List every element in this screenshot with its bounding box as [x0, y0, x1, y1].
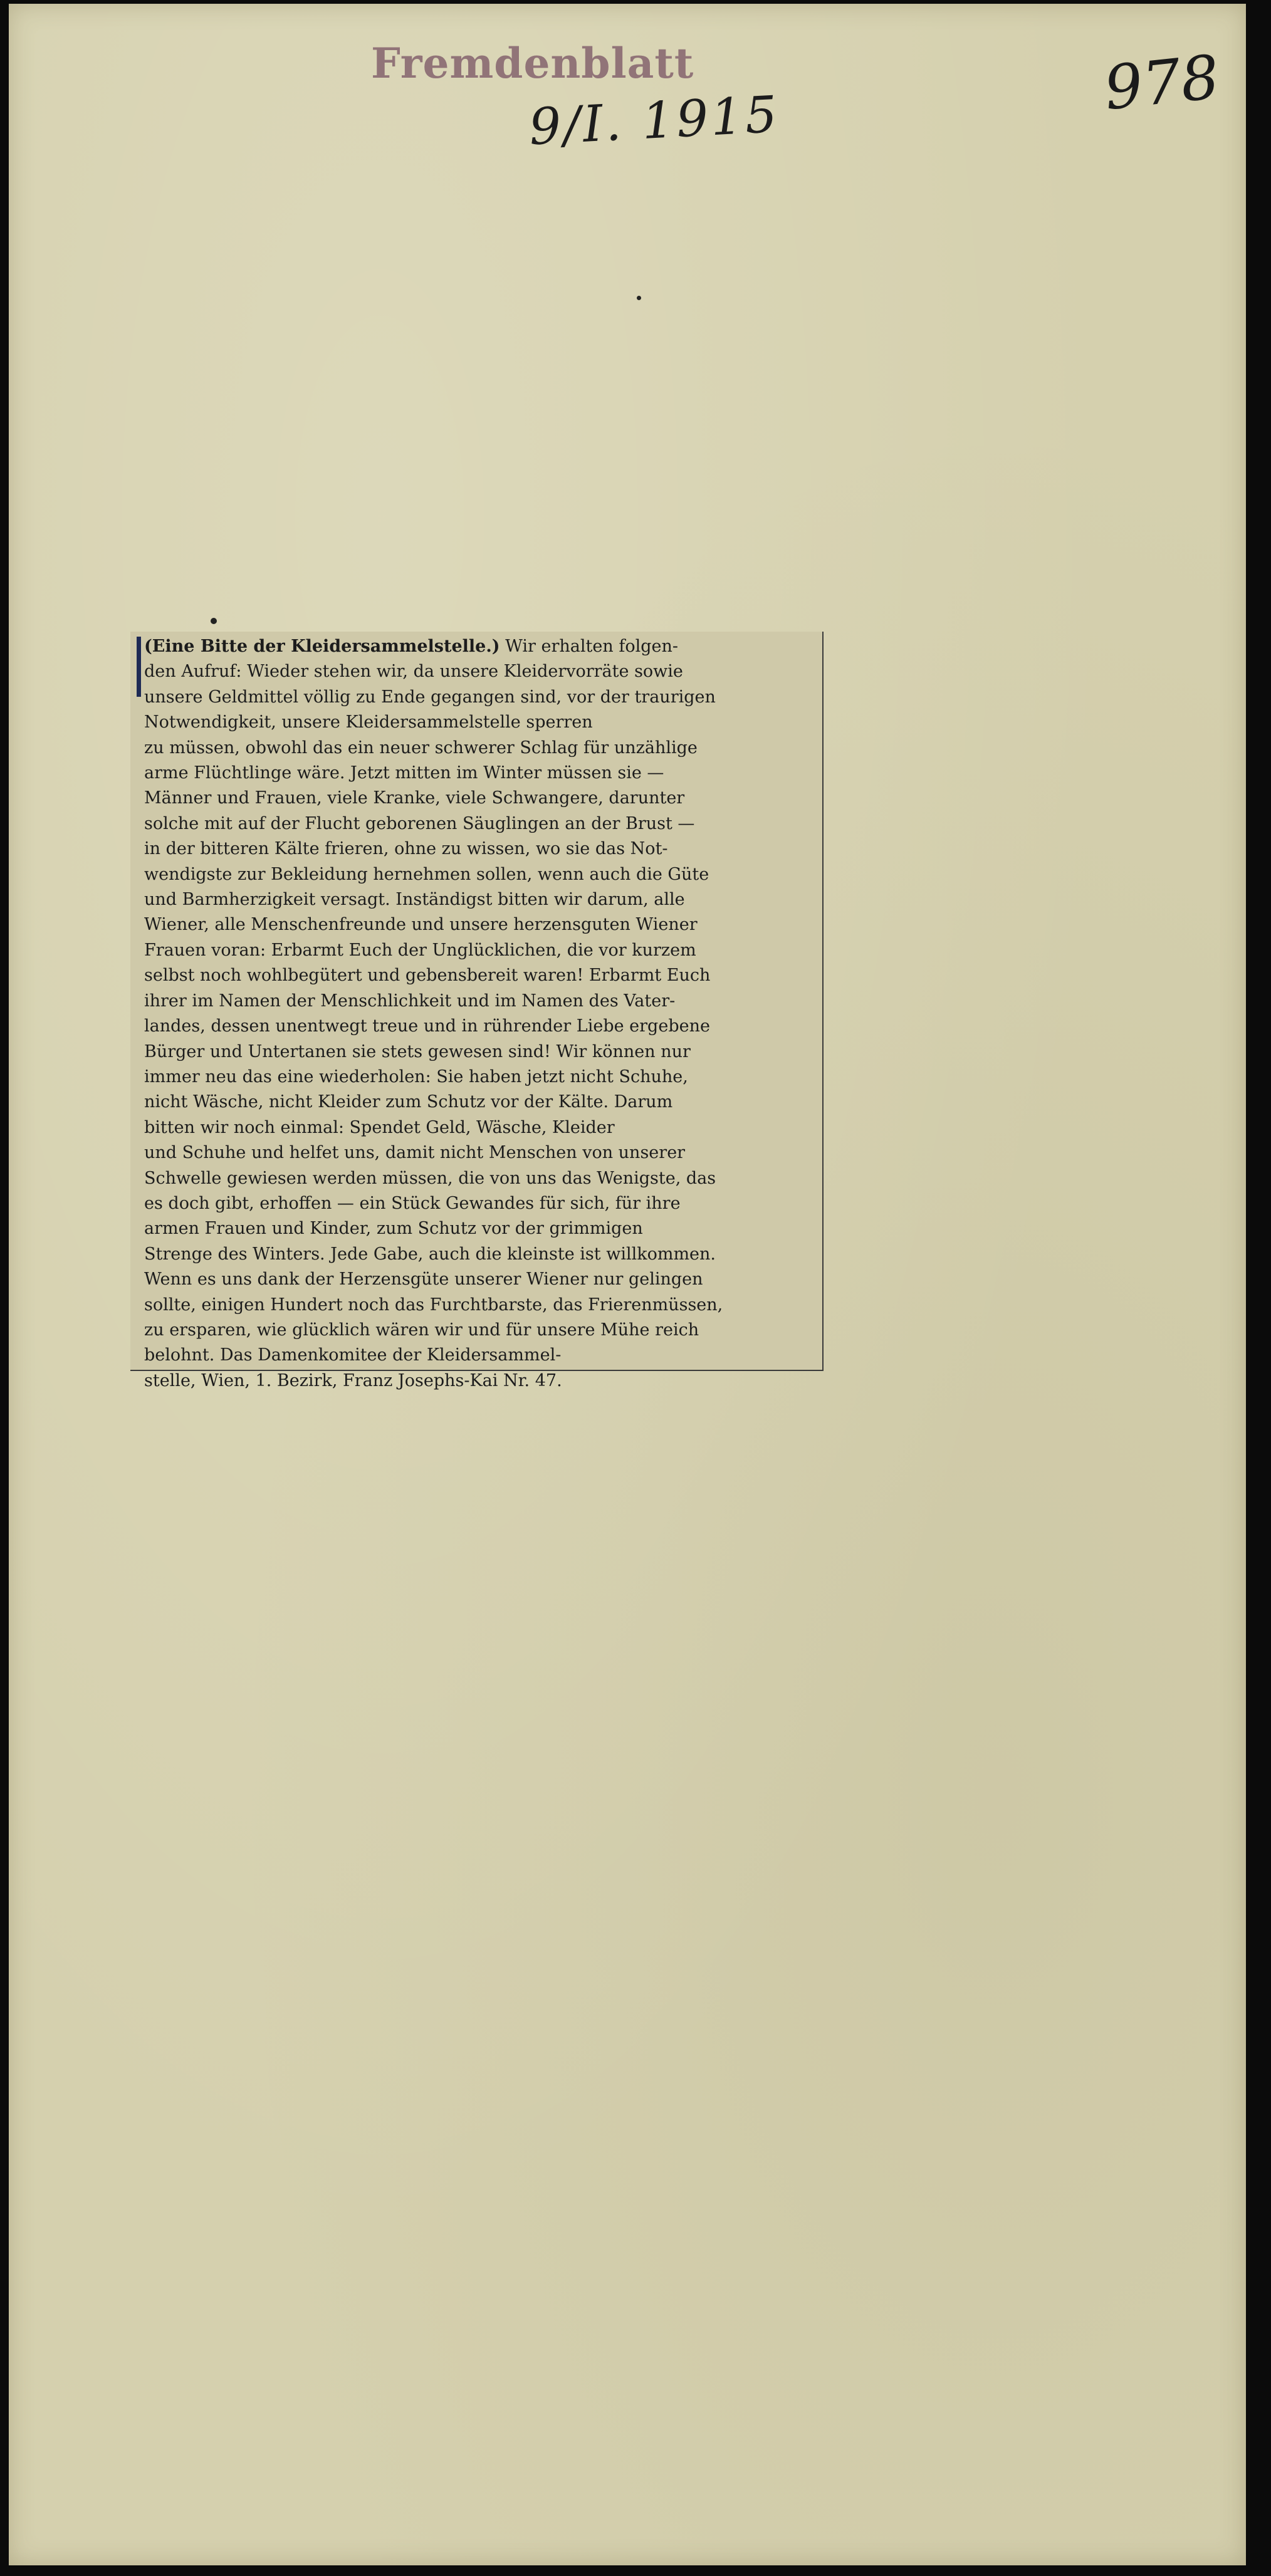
- article-line: arme Flüchtlinge wäre. Jetzt mitten im Winter müssen sie —: [144, 763, 664, 783]
- article-line: Frauen voran: Erbarmt Euch der Unglücklichen, die vor kurzem: [144, 940, 696, 960]
- article-line: belohnt. Das Damenkomitee der Kleidersammel-: [144, 1345, 562, 1365]
- article-line: armen Frauen und Kinder, zum Schutz vor der grimmigen: [144, 1219, 643, 1239]
- article-line: Schwelle gewiesen werden müssen, die von uns das Wenigste, das: [144, 1168, 716, 1188]
- article-line: und Schuhe und helfet uns, damit nicht Menschen von unserer: [144, 1143, 686, 1163]
- article-line: unsere Geldmittel völlig zu Ende gegangen sind, vor der traurigen: [144, 687, 716, 707]
- article-line: wendigste zur Bekleidung hernehmen sollen, wenn auch die Güte: [144, 864, 709, 884]
- article-line: landes, dessen unentwegt treue und in rührender Liebe ergebene: [144, 1016, 710, 1036]
- article-line: solche mit auf der Flucht geborenen Säuglingen an der Brust —: [144, 813, 695, 833]
- ink-dot: [637, 296, 641, 300]
- article-line: ihrer im Namen der Menschlichkeit und im Namen des Vater-: [144, 991, 676, 1011]
- margin-mark: [137, 637, 141, 697]
- article-line: sollte, einigen Hundert noch das Furchtbarste, das Frierenmüssen,: [144, 1295, 723, 1315]
- article-line: in der bitteren Kälte frieren, ohne zu wissen, wo sie das Not-: [144, 839, 668, 859]
- article-line: bitten wir noch einmal: Spendet Geld, Wäsche, Kleider: [144, 1117, 615, 1137]
- article-line: den Aufruf: Wieder stehen wir, da unsere Kleidervorräte sowie: [144, 662, 683, 682]
- newspaper-name-stamp: Fremdenblatt: [371, 39, 694, 88]
- article-line: stelle, Wien, 1. Bezirk, Franz Josephs-Kai Nr. 47.: [144, 1370, 562, 1390]
- article-line: nicht Wäsche, nicht Kleider zum Schutz vor der Kälte. Darum: [144, 1092, 673, 1112]
- handwritten-date: 9/I. 1915: [527, 85, 782, 157]
- article-line: Notwendigkeit, unsere Kleidersammelstelle sperren: [144, 712, 593, 733]
- article-line: zu müssen, obwohl das ein neuer schwerer Schlag für unzählige: [144, 738, 698, 758]
- article-lead: (Eine Bitte der Kleidersammelstelle.): [144, 637, 500, 656]
- article-line: selbst noch wohlbegütert und gebensbereit waren! Erbarmt Euch: [144, 966, 711, 986]
- article-line: es doch gibt, erhoffen — ein Stück Gewandes für sich, für ihre: [144, 1193, 681, 1213]
- article-line: Strenge des Winters. Jede Gabe, auch die kleinste ist willkommen.: [144, 1244, 716, 1264]
- article-line: immer neu das eine wiederholen: Sie haben jetzt nicht Schuhe,: [144, 1066, 688, 1087]
- article-text: [144, 634, 815, 1394]
- article-line: Wiener, alle Menschenfreunde und unsere herzensguten Wiener: [144, 915, 698, 935]
- ink-dot: [211, 618, 217, 624]
- archive-sheet: [9, 4, 1246, 2565]
- article-line: und Barmherzigkeit versagt. Inständigst bitten wir darum, alle: [144, 890, 685, 910]
- article-line: zu ersparen, wie glücklich wären wir und für unsere Mühe reich: [144, 1320, 699, 1340]
- article-line: Bürger und Untertanen sie stets gewesen sind! Wir können nur: [144, 1041, 691, 1061]
- article-line: (Eine Bitte der Kleidersammelstelle.) Wir erhalten folgen-: [144, 637, 678, 656]
- article-line: Wenn es uns dank der Herzensgüte unserer Wiener nur gelingen: [144, 1270, 703, 1290]
- newspaper-clipping: [130, 632, 824, 1390]
- archive-number: 978: [1101, 41, 1223, 124]
- article-line: Männer und Frauen, viele Kranke, viele Schwangere, darunter: [144, 788, 685, 808]
